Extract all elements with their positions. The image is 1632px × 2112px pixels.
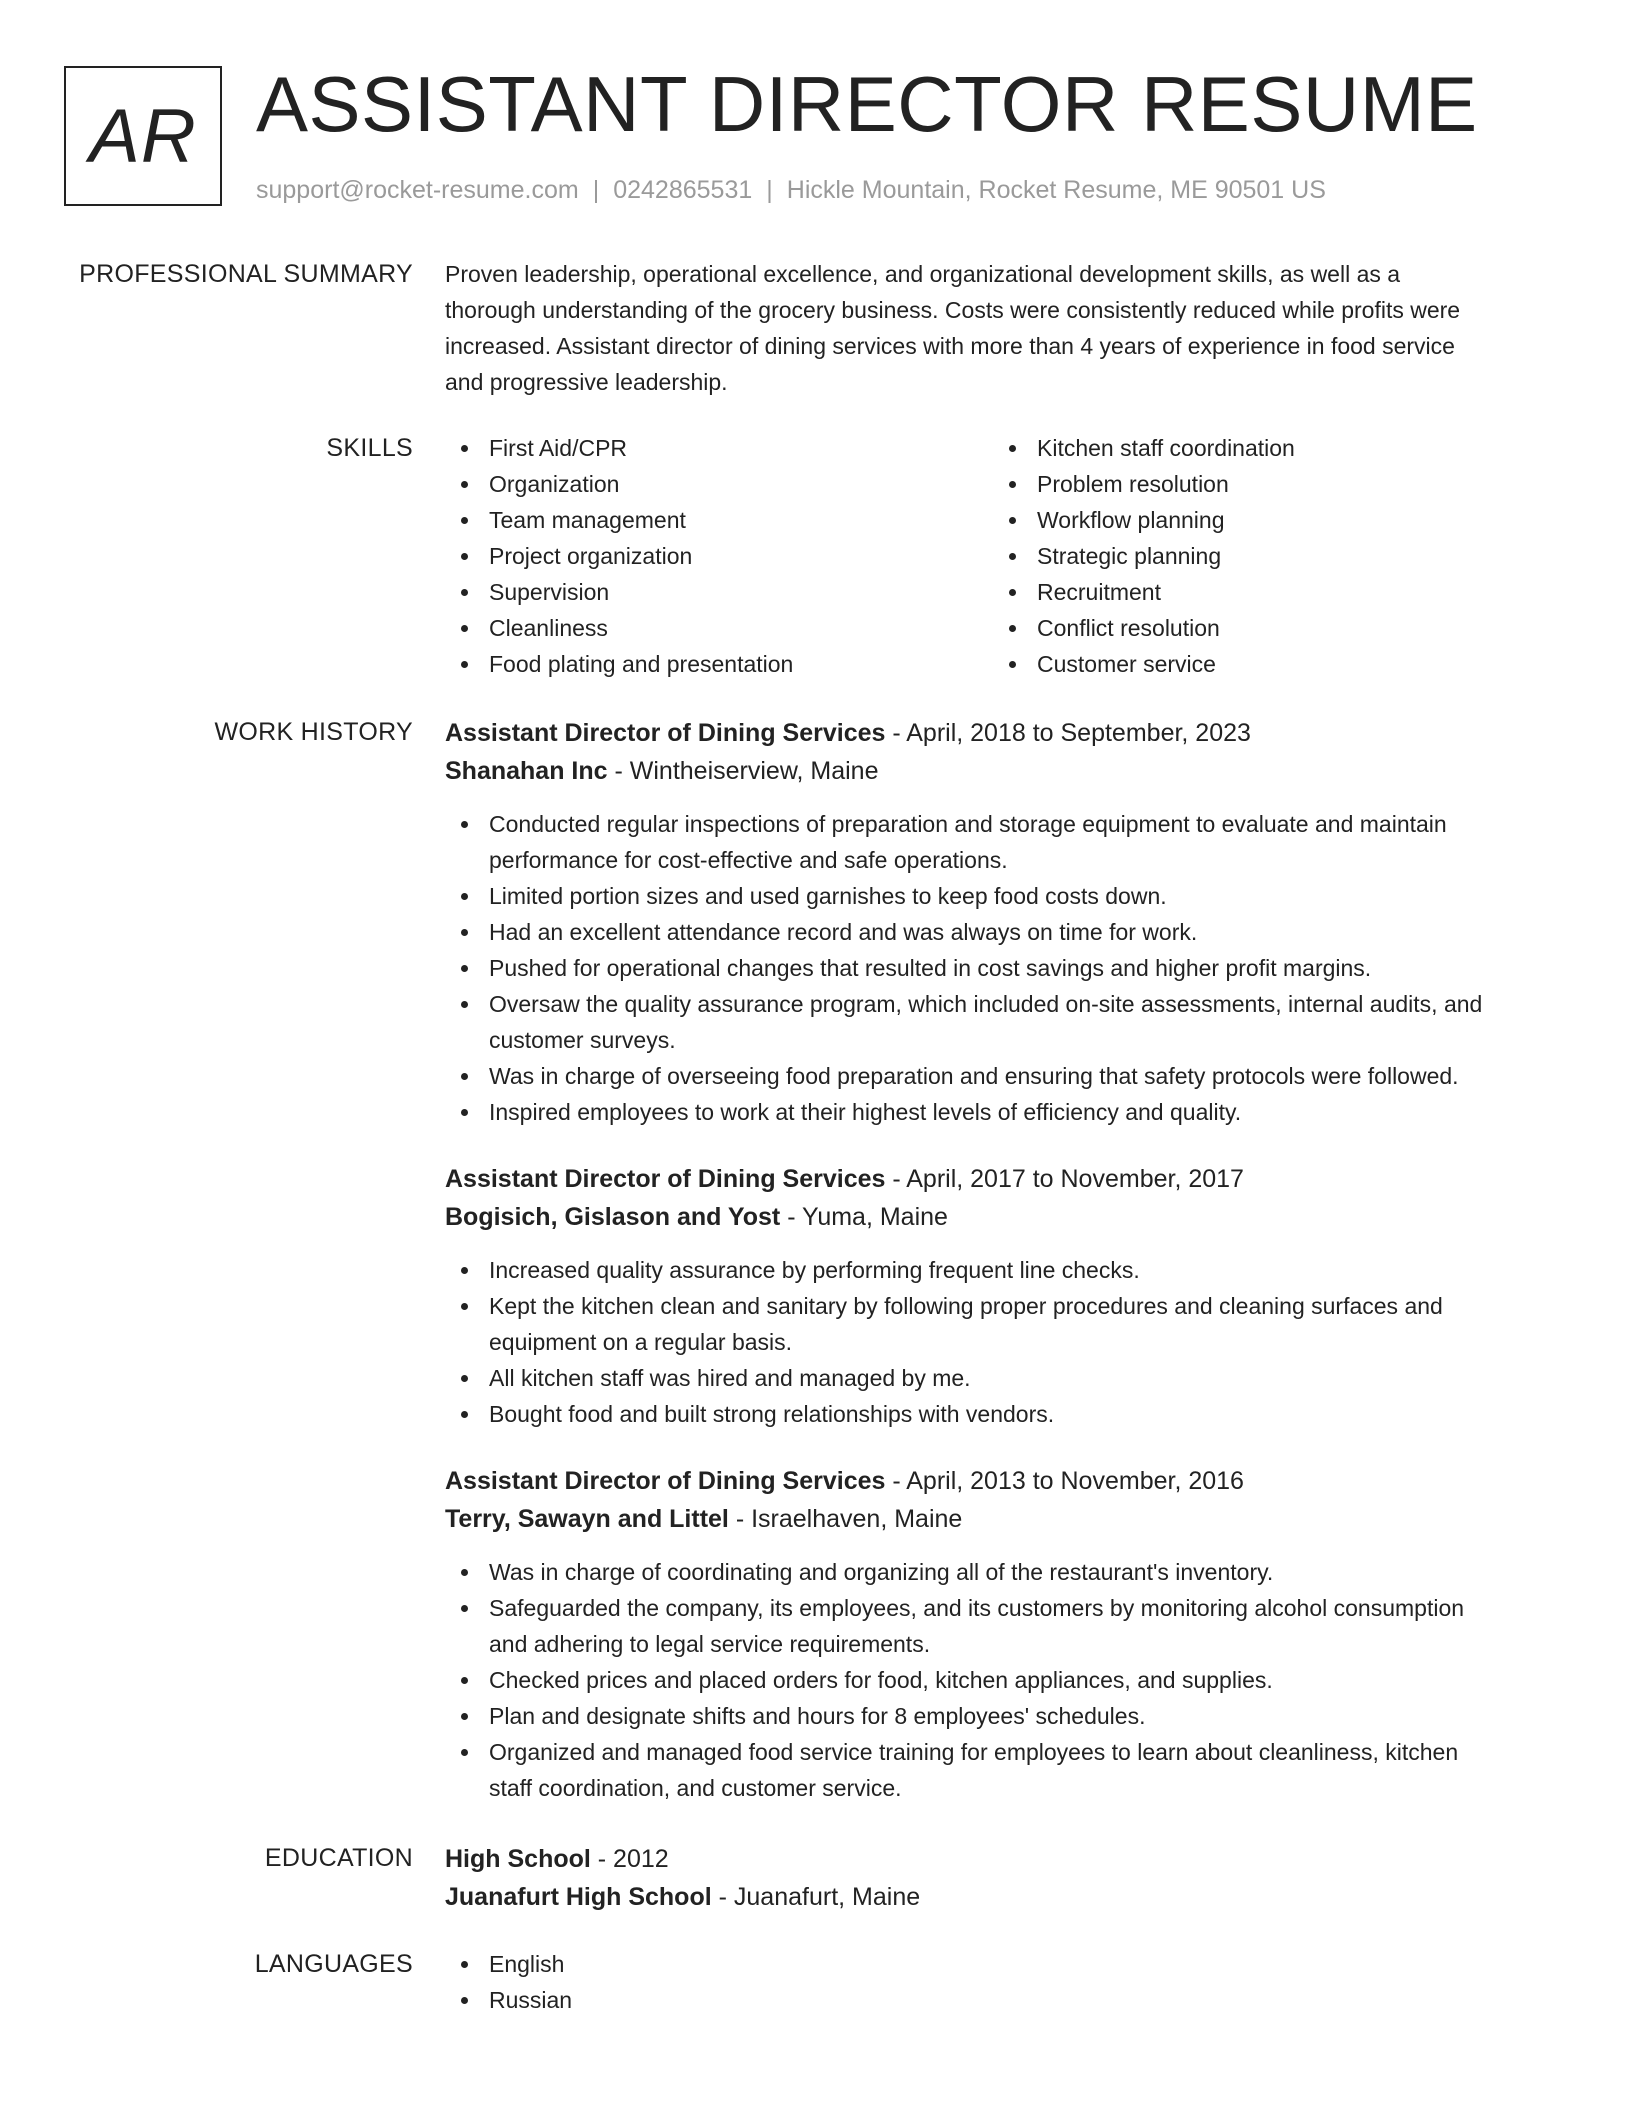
skill-item: Recruitment <box>993 574 1541 610</box>
summary-line: and progressive leadership. <box>445 369 728 395</box>
contact-email[interactable]: support@rocket-resume.com <box>256 176 579 204</box>
skill-item: Strategic planning <box>993 538 1541 574</box>
job-entry <box>445 1160 1565 1432</box>
summary-line: thorough understanding of the grocery business. Costs were consistently reduced while profits were <box>445 297 1461 323</box>
skill-item: Conflict resolution <box>993 610 1541 646</box>
job-duty: Had an excellent attendance record and was always on time for work. <box>445 914 1565 950</box>
monogram-logo: AR <box>64 66 222 206</box>
skill-item: Food plating and presentation <box>445 646 993 682</box>
job-location: - Israelhaven, Maine <box>728 1505 963 1533</box>
job-duty: Pushed for operational changes that resulted in cost savings and higher profit margins. <box>445 950 1565 986</box>
contact-line <box>256 172 1326 208</box>
job-duty: Organized and managed food service training for employees to learn about cleanliness, kitchen staff coordination, and customer service. <box>445 1734 1565 1806</box>
education-location: - Juanafurt, Maine <box>711 1883 921 1911</box>
contact-separator: | <box>592 176 600 204</box>
skills-list-right <box>993 430 1541 682</box>
section-label-skills: SKILLS <box>326 434 413 462</box>
skill-item: Workflow planning <box>993 502 1541 538</box>
section-label-work-history: WORK HISTORY <box>214 718 413 746</box>
job-title: Assistant Director of Dining Services <box>445 1165 886 1193</box>
skill-item: Kitchen staff coordination <box>993 430 1541 466</box>
job-duty: Plan and designate shifts and hours for 8 employees' schedules. <box>445 1698 1565 1734</box>
job-duties <box>445 1554 1565 1806</box>
job-dates: - April, 2018 to September, 2023 <box>885 719 1251 747</box>
job-title: Assistant Director of Dining Services <box>445 719 886 747</box>
section-label-summary: PROFESSIONAL SUMMARY <box>79 260 413 288</box>
job-dates: - April, 2013 to November, 2016 <box>885 1467 1244 1495</box>
skill-item: Team management <box>445 502 993 538</box>
section-label-languages: LANGUAGES <box>254 1950 413 1978</box>
skill-item: Customer service <box>993 646 1541 682</box>
contact-phone[interactable]: 0242865531 <box>613 176 753 204</box>
education-degree-line <box>445 1840 1565 1878</box>
job-title-line <box>445 1160 1565 1198</box>
skill-item: Supervision <box>445 574 993 610</box>
skill-item: Problem resolution <box>993 466 1541 502</box>
job-location: - Wintheiserview, Maine <box>607 757 879 785</box>
job-duty: Inspired employees to work at their highest levels of efficiency and quality. <box>445 1094 1565 1130</box>
job-entry <box>445 714 1565 1130</box>
job-duty: Was in charge of overseeing food preparation and ensuring that safety protocols were followed. <box>445 1058 1565 1094</box>
education-year: - 2012 <box>590 1845 669 1873</box>
skills-body <box>445 430 1565 682</box>
languages-body <box>445 1946 1565 2018</box>
job-duty: Safeguarded the company, its employees, and its customers by monitoring alcohol consumption and adhering to legal service requirements. <box>445 1590 1565 1662</box>
language-item: English <box>445 1946 1565 1982</box>
job-duty: Conducted regular inspections of preparation and storage equipment to evaluate and maintain performance for cost-effective and safe operations. <box>445 806 1565 878</box>
section-label-education: EDUCATION <box>264 1844 413 1872</box>
job-company-line <box>445 1500 1565 1538</box>
languages-list <box>445 1946 1565 2018</box>
skill-item: Organization <box>445 466 993 502</box>
education-body <box>445 1840 1565 1916</box>
job-company: Bogisich, Gislason and Yost <box>445 1203 781 1231</box>
job-entry <box>445 1462 1565 1806</box>
job-duties <box>445 1252 1565 1432</box>
contact-separator: | <box>766 176 773 204</box>
job-company: Terry, Sawayn and Littel <box>445 1505 729 1533</box>
skills-list-left <box>445 430 993 682</box>
education-degree: High School <box>445 1845 591 1873</box>
skill-item: First Aid/CPR <box>445 430 993 466</box>
contact-address: Hickle Mountain, Rocket Resume, ME 90501 US <box>786 176 1326 204</box>
job-location: - Yuma, Maine <box>780 1203 948 1231</box>
job-duty: Increased quality assurance by performing frequent line checks. <box>445 1252 1565 1288</box>
education-school-line <box>445 1878 1565 1916</box>
education-school: Juanafurt High School <box>445 1883 712 1911</box>
job-dates: - April, 2017 to November, 2017 <box>885 1165 1244 1193</box>
job-duty: All kitchen staff was hired and managed by me. <box>445 1360 1565 1396</box>
job-duty: Oversaw the quality assurance program, which included on-site assessments, internal audits, and customer surveys. <box>445 986 1565 1058</box>
summary-line: Proven leadership, operational excellence, and organizational development skills, as well as a <box>445 261 1401 287</box>
job-title: Assistant Director of Dining Services <box>445 1467 886 1495</box>
skill-item: Cleanliness <box>445 610 993 646</box>
summary-line: increased. Assistant director of dining services with more than 4 years of experience in food service <box>445 333 1455 359</box>
summary-body <box>445 256 1565 400</box>
job-duty: Limited portion sizes and used garnishes to keep food costs down. <box>445 878 1565 914</box>
job-company-line <box>445 1198 1565 1236</box>
job-duties <box>445 806 1565 1130</box>
job-duty: Checked prices and placed orders for food, kitchen appliances, and supplies. <box>445 1662 1565 1698</box>
job-company-line <box>445 752 1565 790</box>
skill-item: Project organization <box>445 538 993 574</box>
job-title-line <box>445 1462 1565 1500</box>
language-item: Russian <box>445 1982 1565 2018</box>
job-duty: Bought food and built strong relationships with vendors. <box>445 1396 1565 1432</box>
job-duty: Was in charge of coordinating and organizing all of the restaurant's inventory. <box>445 1554 1565 1590</box>
job-duty: Kept the kitchen clean and sanitary by following proper procedures and cleaning surfaces and equipment on a regular basis. <box>445 1288 1565 1360</box>
resume-title: ASSISTANT DIRECTOR RESUME <box>256 60 1478 148</box>
job-title-line <box>445 714 1565 752</box>
job-company: Shanahan Inc <box>445 757 608 785</box>
